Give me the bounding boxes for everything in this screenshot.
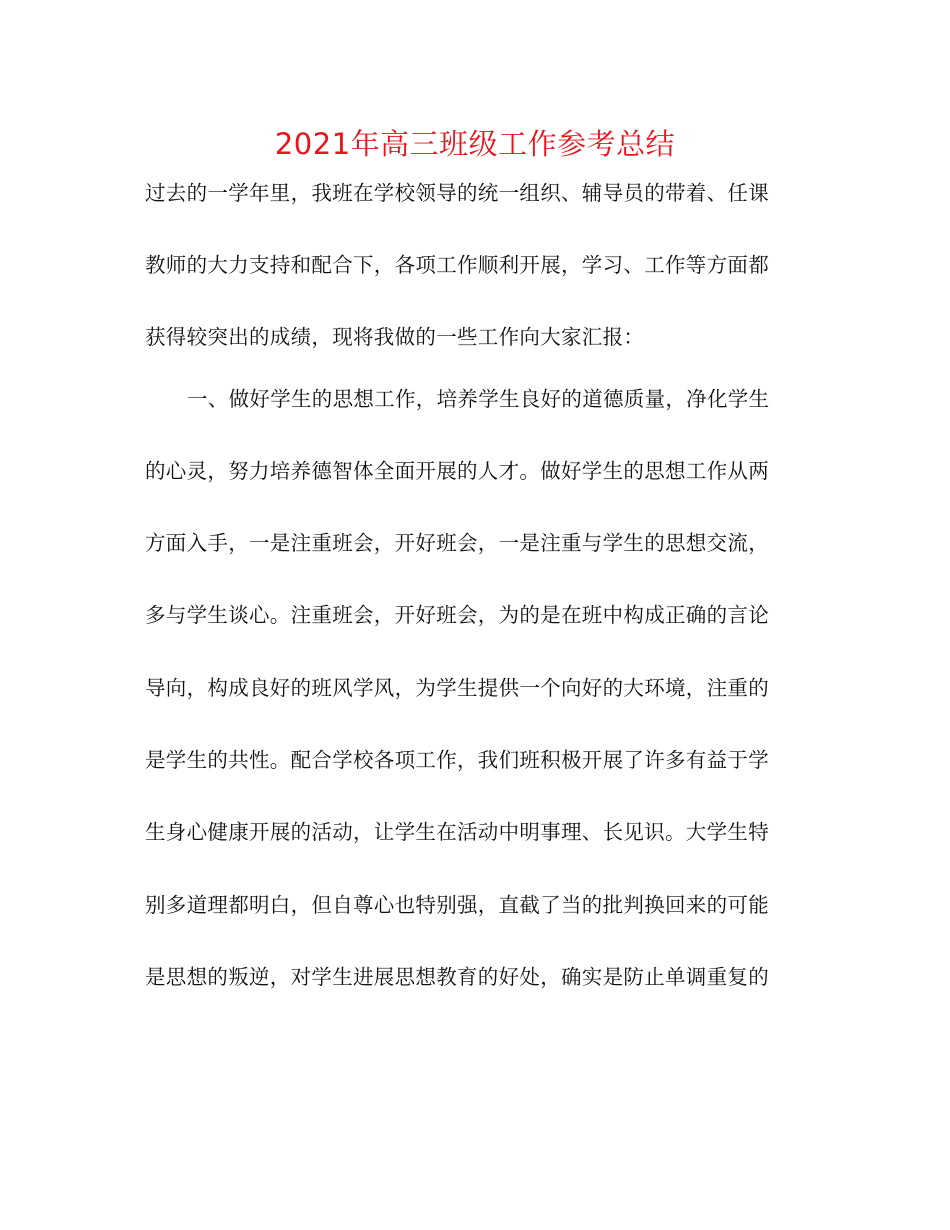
paragraph-line: 获得较突出的成绩，现将我做的一些工作向大家汇报： — [145, 325, 645, 349]
paragraph-line: 一、做好学生的思想工作，培养学生良好的道德质量，净化学生 — [187, 387, 770, 411]
paragraph-line: 的心灵，努力培养德智体全面开展的人才。做好学生的思想工作从两 — [145, 459, 769, 483]
paragraph-line: 别多道理都明白，但自尊心也特别强，直截了当的批判换回来的可能 — [145, 893, 769, 917]
paragraph-line: 多与学生谈心。注重班会，开好班会，为的是在班中构成正确的言论 — [145, 603, 769, 627]
paragraph-line: 方面入手，一是注重班会，开好班会，一是注重与学生的思想交流， — [145, 531, 769, 555]
paragraph-line: 导向，构成良好的班风学风，为学生提供一个向好的大环境，注重的 — [145, 676, 769, 700]
paragraph-line: 是学生的共性。配合学校各项工作，我们班积极开展了许多有益于学 — [145, 748, 769, 772]
paragraph-line: 生身心健康开展的活动，让学生在活动中明事理、长见识。大学生特 — [145, 820, 769, 844]
paragraph-line: 过去的一学年里，我班在学校领导的统一组织、辅导员的带着、任课 — [145, 181, 769, 205]
paragraph-line: 教师的大力支持和配合下，各项工作顺利开展，学习、工作等方面都 — [145, 253, 769, 277]
paragraph-line: 是思想的叛逆，对学生进展思想教育的好处，确实是防止单调重复的 — [145, 965, 769, 989]
document-title: 2021年高三班级工作参考总结 — [274, 127, 676, 161]
